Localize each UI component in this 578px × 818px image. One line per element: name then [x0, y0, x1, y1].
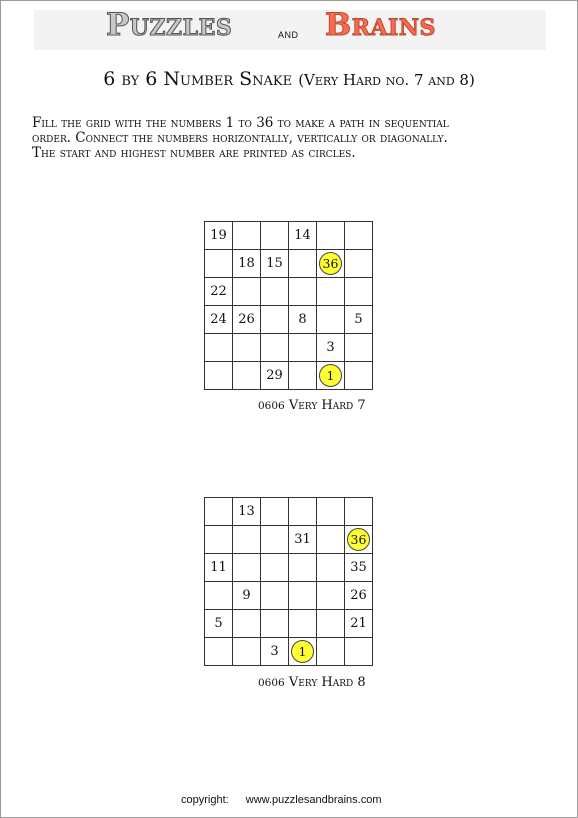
grid-cell[interactable] [205, 334, 233, 362]
brand-word-puzzles: Puzzles [106, 7, 233, 43]
grid-cell[interactable] [233, 638, 261, 666]
grid-cell[interactable] [317, 498, 345, 526]
grid-row [205, 222, 373, 250]
grid-cell[interactable] [261, 610, 289, 638]
grid-cell[interactable] [345, 222, 373, 250]
brand-word-brains: Brains [325, 7, 436, 43]
cell-number: 14 [294, 228, 311, 243]
circled-number: 36 [347, 528, 370, 551]
grid-cell[interactable] [233, 334, 261, 362]
grid-cell[interactable] [205, 306, 233, 334]
cell-number: 35 [350, 560, 367, 575]
grid-row [205, 582, 373, 610]
cell-number: 11 [210, 560, 227, 575]
grid-cell[interactable] [233, 498, 261, 526]
cell-number: 18 [238, 256, 255, 271]
cell-number: 21 [350, 616, 367, 631]
grid-cell[interactable] [205, 526, 233, 554]
cell-number: 3 [326, 340, 335, 355]
grid-cell[interactable] [289, 610, 317, 638]
grid-row [205, 638, 373, 666]
grid-cell[interactable] [289, 250, 317, 278]
grid-cell[interactable] [345, 306, 373, 334]
grid-cell[interactable] [261, 638, 289, 666]
instruction-line: The start and highest number are printed as circles. [32, 145, 356, 161]
grid-row [205, 526, 373, 554]
cell-number: 5 [214, 616, 223, 631]
grid-cell[interactable] [261, 498, 289, 526]
grid-row [205, 334, 373, 362]
grid-cell[interactable] [345, 362, 373, 390]
puzzle-grid-2 [204, 497, 373, 666]
footer-url[interactable]: www.puzzlesandbrains.com [245, 794, 382, 806]
grid-cell[interactable] [205, 362, 233, 390]
grid-cell[interactable] [345, 498, 373, 526]
page-title [0, 68, 578, 90]
grid-cell[interactable] [289, 306, 317, 334]
grid-cell[interactable] [233, 306, 261, 334]
grid-row [205, 306, 373, 334]
grid-cell[interactable] [289, 278, 317, 306]
puzzle-grid-1 [204, 221, 373, 390]
footer-copyright: copyright: [181, 794, 229, 806]
grid-cell[interactable] [289, 222, 317, 250]
grid-cell[interactable] [317, 582, 345, 610]
grid-row [205, 362, 373, 390]
instruction-line: Fill the grid with the numbers 1 to 36 to make a path in sequential [32, 115, 449, 131]
grid-cell[interactable] [261, 526, 289, 554]
grid-row [205, 554, 373, 582]
grid-cell[interactable] [233, 222, 261, 250]
grid-cell[interactable] [317, 306, 345, 334]
instruction-line: order. Connect the numbers horizontally, vertically or diagonally. [32, 130, 448, 146]
puzzle-code: 0606 [258, 677, 285, 689]
puzzle-code: 0606 [258, 400, 285, 412]
grid-cell[interactable] [317, 250, 345, 278]
grid-cell[interactable] [317, 526, 345, 554]
grid-cell[interactable] [261, 362, 289, 390]
grid-cell[interactable] [261, 250, 289, 278]
cell-number: 15 [266, 256, 283, 271]
title-main: 6 by 6 Number Snake [103, 68, 293, 90]
grid-cell[interactable] [317, 278, 345, 306]
grid-cell[interactable] [261, 222, 289, 250]
grid-cell[interactable] [205, 222, 233, 250]
grid-row [205, 498, 373, 526]
cell-number: 31 [294, 532, 311, 547]
grid-cell[interactable] [317, 334, 345, 362]
footer [181, 794, 382, 806]
grid-cell[interactable] [289, 362, 317, 390]
grid-cell[interactable] [289, 638, 317, 666]
cell-number: 8 [298, 312, 307, 327]
cell-number: 13 [238, 504, 255, 519]
puzzle-label-1 [258, 398, 366, 413]
grid-cell[interactable] [261, 306, 289, 334]
cell-number: 24 [210, 312, 227, 327]
cell-number: 26 [350, 588, 367, 603]
grid-cell[interactable] [233, 362, 261, 390]
cell-number: 9 [242, 588, 251, 603]
puzzle-name: Very Hard 7 [288, 398, 366, 413]
grid-cell[interactable] [205, 554, 233, 582]
grid-cell[interactable] [289, 554, 317, 582]
grid-cell[interactable] [289, 526, 317, 554]
grid-cell[interactable] [289, 498, 317, 526]
grid-cell[interactable] [233, 278, 261, 306]
instructions [32, 116, 562, 161]
cell-number: 22 [210, 284, 227, 299]
grid-cell[interactable] [205, 498, 233, 526]
circled-number: 1 [319, 364, 342, 387]
title-sub: (Very Hard no. 7 and 8) [298, 71, 475, 89]
grid-cell[interactable] [261, 582, 289, 610]
grid-cell[interactable] [289, 334, 317, 362]
grid-cell[interactable] [345, 638, 373, 666]
cell-number: 29 [266, 368, 283, 383]
cell-number: 5 [354, 312, 363, 327]
grid-row [205, 610, 373, 638]
grid-cell[interactable] [317, 554, 345, 582]
cell-number: 26 [238, 312, 255, 327]
grid-cell[interactable] [261, 334, 289, 362]
grid-cell[interactable] [233, 250, 261, 278]
circled-number: 1 [291, 640, 314, 663]
grid-cell[interactable] [233, 610, 261, 638]
cell-number: 3 [270, 644, 279, 659]
grid-cell[interactable] [345, 250, 373, 278]
grid-cell[interactable] [345, 334, 373, 362]
puzzle-name: Very Hard 8 [288, 675, 366, 690]
cell-number: 19 [210, 228, 227, 243]
grid-cell[interactable] [289, 582, 317, 610]
grid-cell[interactable] [205, 638, 233, 666]
brand-word-and: and [278, 26, 299, 41]
grid-cell[interactable] [233, 582, 261, 610]
grid-cell[interactable] [205, 610, 233, 638]
grid-cell[interactable] [233, 526, 261, 554]
grid-cell[interactable] [345, 278, 373, 306]
grid-row [205, 278, 373, 306]
grid-cell[interactable] [317, 638, 345, 666]
grid-cell[interactable] [261, 278, 289, 306]
circled-number: 36 [319, 252, 342, 275]
grid-cell[interactable] [205, 582, 233, 610]
puzzle-label-2 [258, 675, 366, 690]
grid-cell[interactable] [261, 554, 289, 582]
grid-cell[interactable] [345, 554, 373, 582]
grid-cell[interactable] [317, 610, 345, 638]
grid-cell[interactable] [317, 362, 345, 390]
grid-row [205, 250, 373, 278]
grid-cell[interactable] [345, 526, 373, 554]
grid-cell[interactable] [205, 250, 233, 278]
grid-cell[interactable] [317, 222, 345, 250]
grid-cell[interactable] [205, 278, 233, 306]
grid-cell[interactable] [233, 554, 261, 582]
grid-cell[interactable] [345, 610, 373, 638]
grid-cell[interactable] [345, 582, 373, 610]
